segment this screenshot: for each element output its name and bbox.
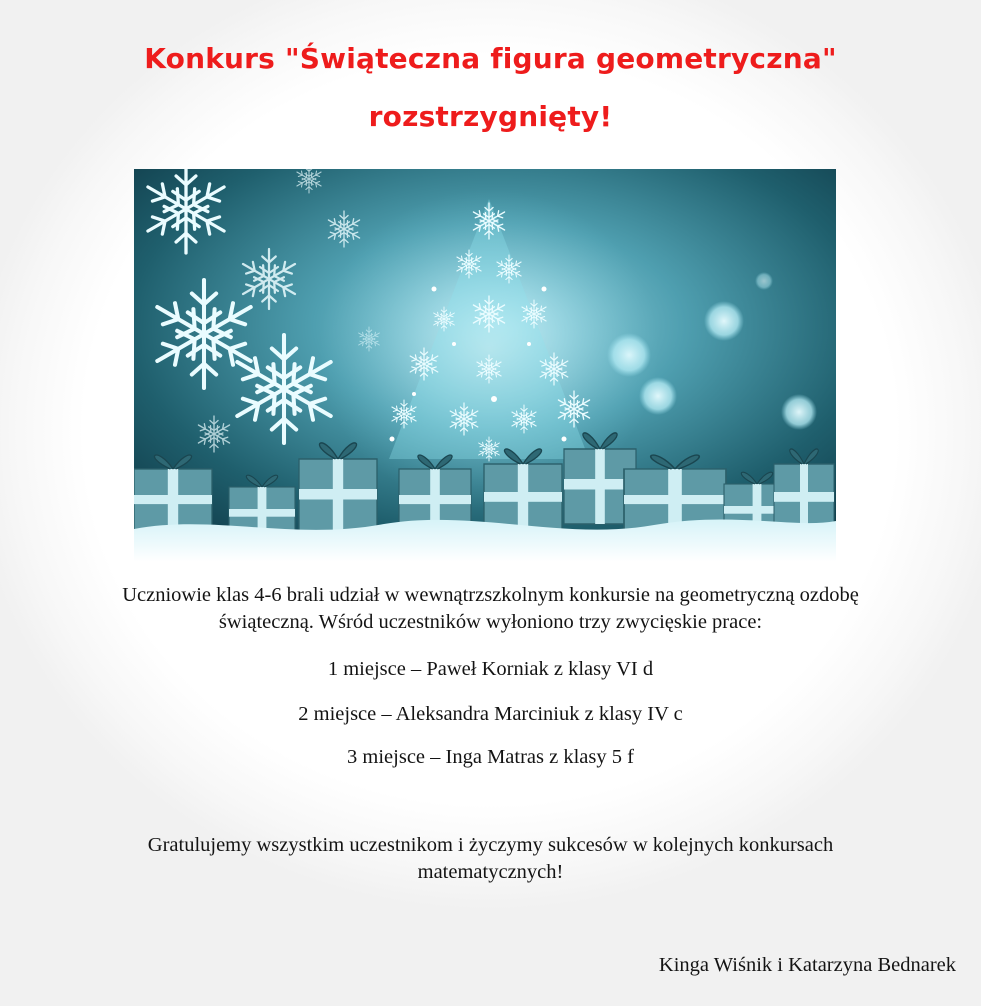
title-line-2: rozstrzygnięty! — [368, 100, 613, 133]
intro-paragraph — [0, 582, 981, 636]
intro-line-2: świąteczną. Wśród uczestników wyłoniono trzy zwycięskie prace: — [218, 611, 763, 633]
congratulations-paragraph — [0, 832, 981, 886]
title-line-1: Konkurs "Świąteczna figura geometryczna" — [144, 42, 837, 75]
signature: Kinga Wiśnik i Katarzyna Bednarek — [658, 954, 956, 976]
christmas-banner-image — [134, 169, 836, 562]
outro-line-1: Gratulujemy wszystkim uczestnikom i życzymy sukcesów w kolejnych konkursach — [147, 834, 834, 856]
winner-second-place: 2 miejsce – Aleksandra Marciniuk z klasy IV c — [298, 703, 683, 725]
intro-line-1: Uczniowie klas 4-6 brali udział w wewnątrzszkolnym konkursie na geometryczną ozdobę — [122, 584, 859, 606]
winner-third-place: 3 miejsce – Inga Matras z klasy 5 f — [347, 746, 634, 768]
winner-first-place: 1 miejsce – Paweł Korniak z klasy VI d — [327, 658, 654, 680]
outro-line-2: matematycznych! — [417, 861, 564, 883]
page-title — [0, 30, 981, 146]
